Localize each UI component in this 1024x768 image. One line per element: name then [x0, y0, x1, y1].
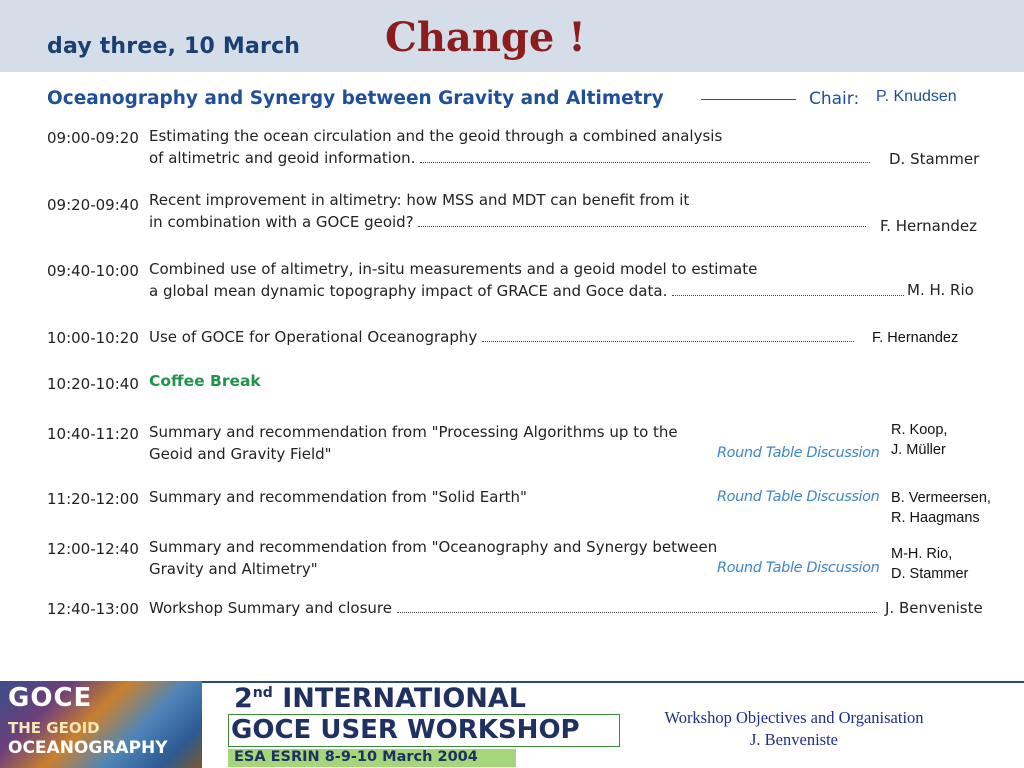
- schedule-time: 09:00-09:20: [47, 129, 139, 147]
- speaker-name: M-H. Rio,: [891, 546, 953, 562]
- day-title: day three, 10 March: [47, 34, 301, 59]
- schedule-time: 09:20-09:40: [47, 196, 139, 214]
- talk-title-line: of altimetric and geoid information.: [149, 148, 416, 167]
- speaker-names: [891, 544, 968, 584]
- chair-label: Chair:: [809, 89, 860, 109]
- leader-dots: [420, 151, 870, 163]
- footer-title: Workshop Objectives and Organisation: [664, 708, 924, 727]
- speaker-name: F. Hernandez: [880, 217, 977, 235]
- speaker-name: R. Haagmans: [891, 510, 980, 526]
- logo-text: THE GEOID: [8, 719, 100, 737]
- talk-title-line: Use of GOCE for Operational Oceanography: [149, 328, 478, 346]
- schedule-item: [149, 259, 904, 302]
- schedule-item: [149, 190, 866, 233]
- schedule-item: [149, 537, 717, 580]
- footer-text: [632, 707, 956, 751]
- speaker-name: B. Vermeersen,: [891, 490, 991, 506]
- talk-title-line: Combined use of altimetry, in-situ measurements and a geoid model to estimate: [149, 260, 758, 278]
- chair-name: P. Knudsen: [876, 88, 957, 105]
- leader-dots: [397, 601, 877, 613]
- workshop-name-box: [228, 714, 620, 747]
- workshop-title: INTERNATIONAL: [282, 683, 527, 714]
- speaker-names: [891, 420, 947, 460]
- workshop-ordinal: 2: [234, 683, 253, 714]
- talk-title-line: Summary and recommendation from "Solid Earth": [149, 488, 527, 506]
- speaker-name: D. Stammer: [891, 566, 969, 582]
- schedule-time: 11:20-12:00: [47, 490, 139, 508]
- session-divider: [701, 99, 796, 100]
- speaker-name: M. H. Rio: [907, 281, 974, 299]
- change-notice: Change !: [385, 14, 586, 61]
- speaker-name: J. Müller: [891, 442, 946, 458]
- leader-dots: [482, 330, 854, 342]
- talk-title-line: Summary and recommendation from "Oceanography and Synergy between: [149, 538, 718, 556]
- round-table-tag: Round Table Discussion: [717, 445, 880, 461]
- schedule-time: 10:40-11:20: [47, 425, 139, 443]
- talk-title-line: Gravity and Altimetry": [149, 559, 318, 578]
- schedule-item: [149, 598, 877, 620]
- talk-title-line: in combination with a GOCE geoid?: [149, 212, 414, 231]
- speaker-name: F. Hernandez: [872, 330, 959, 346]
- schedule-item: [149, 487, 527, 509]
- schedule-time: 09:40-10:00: [47, 262, 139, 280]
- leader-dots: [418, 215, 866, 227]
- schedule-item: [149, 422, 678, 465]
- coffee-break: Coffee Break: [149, 372, 261, 390]
- workshop-date-box: [228, 749, 516, 767]
- leader-dots: [672, 284, 904, 296]
- workshop-title-line: [234, 683, 526, 714]
- workshop-banner: [222, 683, 620, 765]
- footer-author: J. Benveniste: [750, 730, 838, 749]
- talk-title-line: Workshop Summary and closure: [149, 599, 392, 617]
- round-table-tag: Round Table Discussion: [717, 560, 880, 576]
- schedule-time: 12:00-12:40: [47, 540, 139, 558]
- speaker-names: [891, 488, 991, 528]
- schedule-item: [149, 327, 854, 349]
- logo-text: OCEANOGRAPHY: [8, 738, 168, 758]
- schedule-item: [149, 126, 870, 169]
- goce-logo-image: [0, 681, 202, 768]
- speaker-name: J. Benveniste: [885, 599, 983, 617]
- round-table-tag: Round Table Discussion: [717, 489, 880, 505]
- schedule-time: 10:00-10:20: [47, 329, 139, 347]
- talk-title-line: a global mean dynamic topography impact of GRACE and Goce data.: [149, 281, 668, 300]
- talk-title-line: Summary and recommendation from "Processing Algorithms up to the: [149, 423, 678, 441]
- speaker-name: R. Koop,: [891, 422, 948, 438]
- talk-title-line: Geoid and Gravity Field": [149, 444, 332, 463]
- speaker-name: D. Stammer: [889, 150, 980, 168]
- talk-title-line: Recent improvement in altimetry: how MSS and MDT can benefit from it: [149, 191, 690, 209]
- workshop-ordinal-suffix: nd: [252, 685, 273, 701]
- talk-title-line: Estimating the ocean circulation and the geoid through a combined analysis: [149, 127, 723, 145]
- workshop-date: ESA ESRIN 8-9-10 March 2004: [234, 749, 478, 765]
- schedule-time: 12:40-13:00: [47, 600, 139, 618]
- schedule-time: 10:20-10:40: [47, 375, 139, 393]
- logo-text: GOCE: [8, 683, 93, 713]
- session-title: Oceanography and Synergy between Gravity and Altimetry: [47, 88, 664, 109]
- workshop-name: GOCE USER WORKSHOP: [231, 715, 580, 745]
